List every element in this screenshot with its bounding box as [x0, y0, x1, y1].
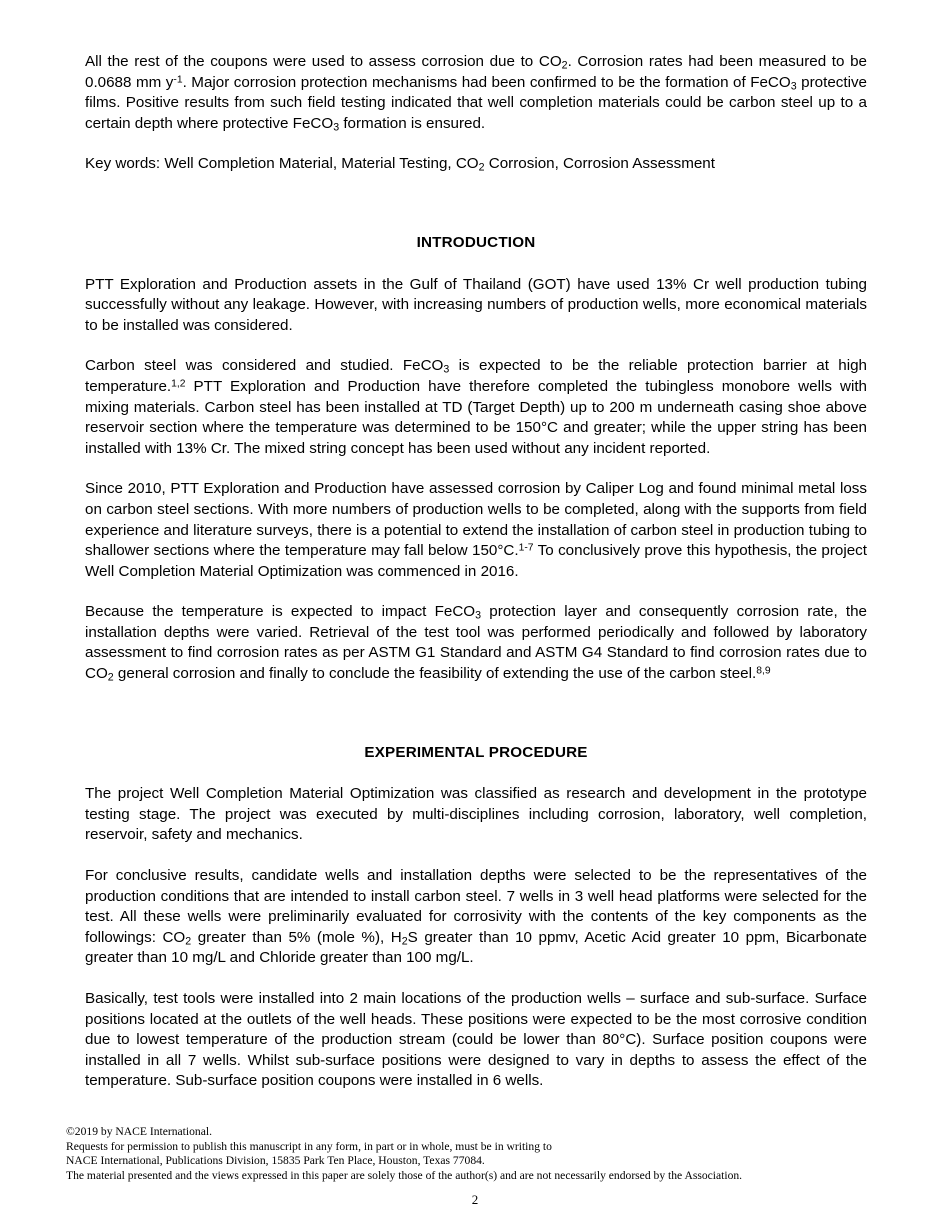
- copyright-footer: [66, 1125, 866, 1183]
- paragraph-intro-p4: Because the temperature is expected to impact FeCO$_3$ protection layer and consequently corrosion rate, the installation depths were varied. Retrieval of the test tool was performed periodically and followed by laboratory assessment to find corrosion rates as per ASTM G1 Standard and ASTM G4 Standard to find corrosion rates due to $CO_2$ general corrosion and finally to conclude the feasibility of extending the use of the carbon steel.$^{8,9}$: [85, 603, 867, 684]
- paragraph-intro-p1: PTT Exploration and Production assets in the Gulf of Thailand (GOT) have used 13% Cr well production tubing successfully without any leakage. However, with increasing numbers of production wells, more economical materials to be installed was considered.: [85, 275, 867, 334]
- spacer: [85, 705, 867, 743]
- footer-line: ©2019 by NACE International.: [66, 1125, 212, 1138]
- spacer: [85, 254, 867, 275]
- section-heading-experimental-procedure: EXPERIMENTAL PROCEDURE: [364, 743, 588, 761]
- page-content: [85, 52, 867, 1092]
- paragraph-exp-p3: Basically, test tools were installed into 2 main locations of the production wells – surface and sub-surface. Surface positions located at the outlets of the well heads. These positions were expected to be the most corrosive condition due to lowest temperature of the production stream (could be lower than 80°C). Surface position coupons were installed in all 7 wells. Whilst sub-surface positions were designed to vary in depths to assess the effect of the temperature. Sub-surface position coupons were installed in 6 wells.: [85, 990, 867, 1090]
- paragraph-abstract-tail: All the rest of the coupons were used to assess corrosion due to $CO_2$. Corrosion rates had been measured to be 0.0688 mm $y^{-1}$. Major corrosion protection mechanisms had been confirmed to be the formation of FeCO$_3$ protective films. Positive results from such field testing indicated that well completion materials could be carbon steel up to a certain depth where protective FeCO$_3$ formation is ensured.: [85, 53, 867, 134]
- spacer: [85, 763, 867, 784]
- paragraph-intro-p3: Since 2010, PTT Exploration and Production have assessed corrosion by Caliper Log and found minimal metal loss on carbon steel sections. With more numbers of production wells to be completed, along with the supports from field experience and literature surveys, there is a potential to extend the installation of carbon steel in production tubing to shallower sections where the temperature may fall below 150°C.$^{1-7}$ To conclusively prove this hypothesis, the project Well Completion Material Optimization was commenced in 2016.: [85, 480, 867, 580]
- footer-line: The material presented and the views expressed in this paper are solely those of the author(s) and are not necessarily endorsed by the Association.: [66, 1168, 743, 1182]
- paragraph-exp-p1: The project Well Completion Material Optimization was classified as research and development in the prototype testing stage. The project was executed by multi-disciplines including corrosion, laboratory, well completion, reservoir, safety and mechanics.: [85, 785, 867, 844]
- spacer: [85, 195, 867, 233]
- paragraph-intro-p2: Carbon steel was considered and studied. FeCO$_3$ is expected to be the reliable protection barrier at high temperature.$^{1,2}$ PTT Exploration and Production have therefore completed the tubingless monobore wells with mixing materials. Carbon steel has been installed at TD (Target Depth) up to 200 m underneath casing shoe above reservoir section where the temperature was determined to be 150°C and greater; while the upper string has been installed with 13% Cr. The mixed string concept has been used without any incident reported.: [85, 357, 868, 457]
- paragraph-exp-p2: For conclusive results, candidate wells and installation depths were selected to be the representatives of the production conditions that are intended to install carbon steel. 7 wells in 3 well head platforms were selected for the test. All these wells were preliminarily evaluated for corrosivity with the contents of the key components as the followings: $CO_2$ greater than 5% (mole %), $H_2S$ greater than 10 ppmv, Acetic Acid greater 10 ppm, Bicarbonate greater than 10 mg/L and Chloride greater than 100 mg/L.: [85, 867, 867, 967]
- footer-line: Requests for permission to publish this manuscript in any form, in part or in whole, must be in writing to: [66, 1139, 552, 1153]
- page-number: 2: [471, 1192, 479, 1207]
- footer-line: NACE International, Publications Division, 15835 Park Ten Place, Houston, Texas 77084.: [66, 1154, 485, 1168]
- keywords-line: Key words: Well Completion Material, Material Testing, $CO_2$ Corrosion, Corrosion Assessment: [85, 155, 715, 174]
- section-heading-introduction: INTRODUCTION: [416, 233, 536, 251]
